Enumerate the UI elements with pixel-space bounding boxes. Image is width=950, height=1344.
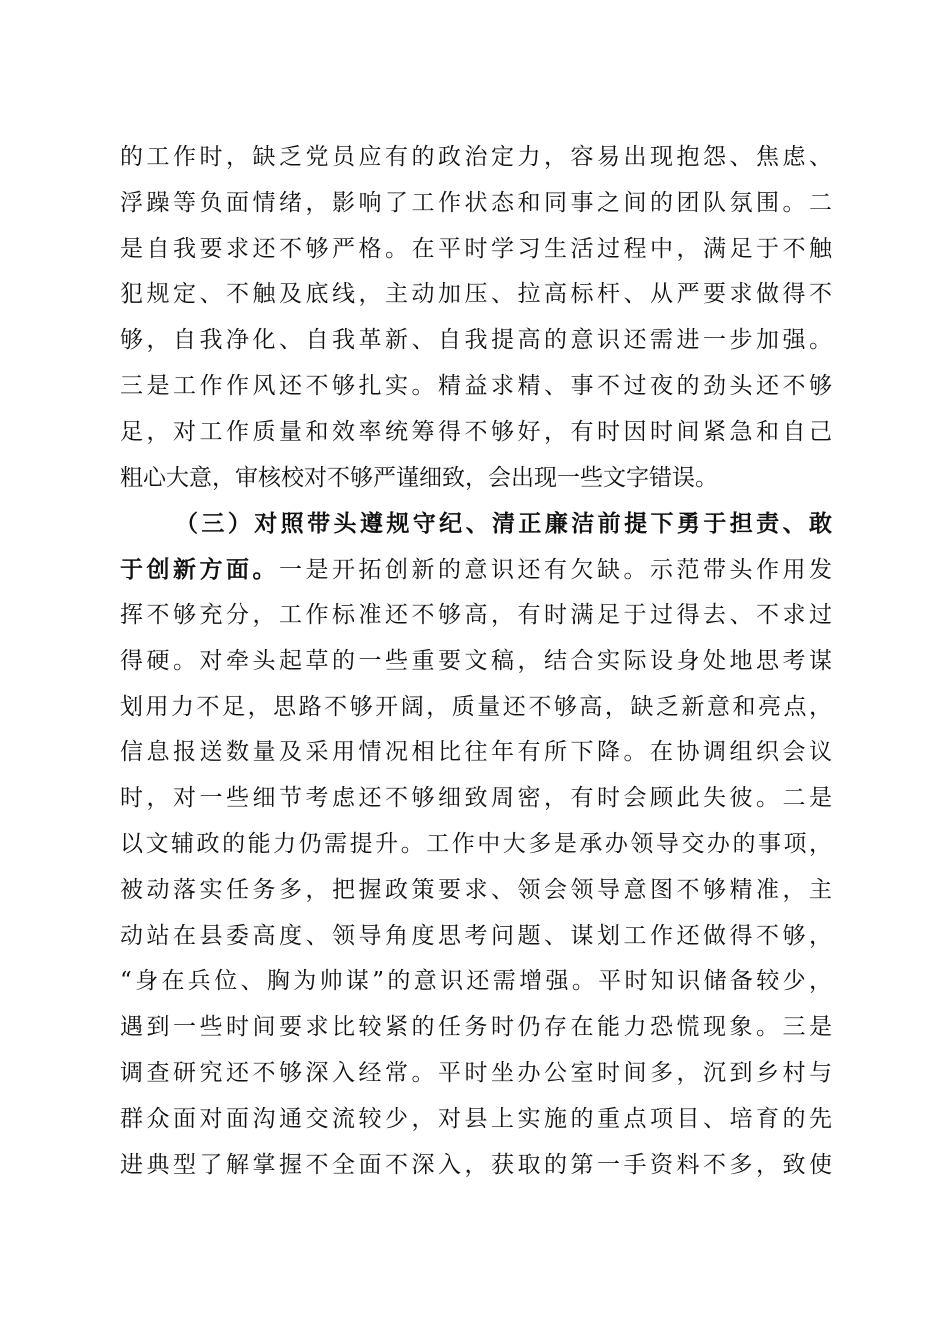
text-line: 是自我要求还不够严格。在平时学习生活过程中，满足于不触 <box>120 235 832 262</box>
text-line: 挥不够充分，工作标准还不够高，有时满足于过得去、不求过 <box>120 601 832 628</box>
text-line: 浮躁等负面情绪，影响了工作状态和同事之间的团队氛围。二 <box>120 189 832 216</box>
text-fragment: 一是开拓创新的意识还有欠缺。示范带头作用发 <box>279 557 832 584</box>
text-line: 动站在县委高度、领导角度思考问题、谋划工作还做得不够， <box>120 922 832 949</box>
text-line: 遇到一些时间要求比较紧的任务时仍存在能力恐慌现象。三是 <box>120 1014 832 1041</box>
text-line: 划用力不足，思路不够开阔，质量还不够高，缺乏新意和亮点， <box>120 693 832 720</box>
text-line: 信息报送数量及采用情况相比往年有所下降。在协调组织会议 <box>120 739 832 766</box>
text-line: 时，对一些细节考虑还不够细致周密，有时会顾此失彼。二是 <box>120 785 832 812</box>
text-line: “身在兵位、胸为帅谋”的意识还需增强。平时知识储备较少， <box>120 968 832 995</box>
section-heading-tail: 于创新方面。 <box>120 556 279 584</box>
section-heading-line: （三）对照带头遵规守纪、清正廉洁前提下勇于担责、敢 <box>175 510 832 538</box>
text-line: 得硬。对牵头起草的一些重要文稿，结合实际设身处地思考谋 <box>120 647 832 674</box>
text-line: 三是工作作风还不够扎实。精益求精、事不过夜的劲头还不够 <box>120 372 832 399</box>
text-line-mixed <box>120 547 832 593</box>
text-line: 够，自我净化、自我革新、自我提高的意识还需进一步加强。 <box>120 327 832 354</box>
text-line: 犯规定、不触及底线，主动加压、拉高标杆、从严要求做得不 <box>120 281 832 308</box>
text-line: 群众面对面沟通交流较少，对县上实施的重点项目、培育的先 <box>120 1105 832 1132</box>
text-line: 被动落实任务多，把握政策要求、领会领导意图不够精准，主 <box>120 876 832 903</box>
text-line: 足，对工作质量和效率统筹得不够好，有时因时间紧急和自己 <box>120 418 832 445</box>
text-line: 以文辅政的能力仍需提升。工作中大多是承办领导交办的事项， <box>120 830 832 857</box>
text-line: 粗心大意，审核校对不够严谨细致，会出现一些文字错误。 <box>120 464 718 491</box>
text-line: 进典型了解掌握不全面不深入，获取的第一手资料不多，致使 <box>120 1151 832 1178</box>
document-body <box>120 135 832 1188</box>
text-line: 的工作时，缺乏党员应有的政治定力，容易出现抱怨、焦虑、 <box>120 144 832 170</box>
text-line: 调查研究还不够深入经常。平时坐办公室时间多，沉到乡村与 <box>120 1059 832 1086</box>
